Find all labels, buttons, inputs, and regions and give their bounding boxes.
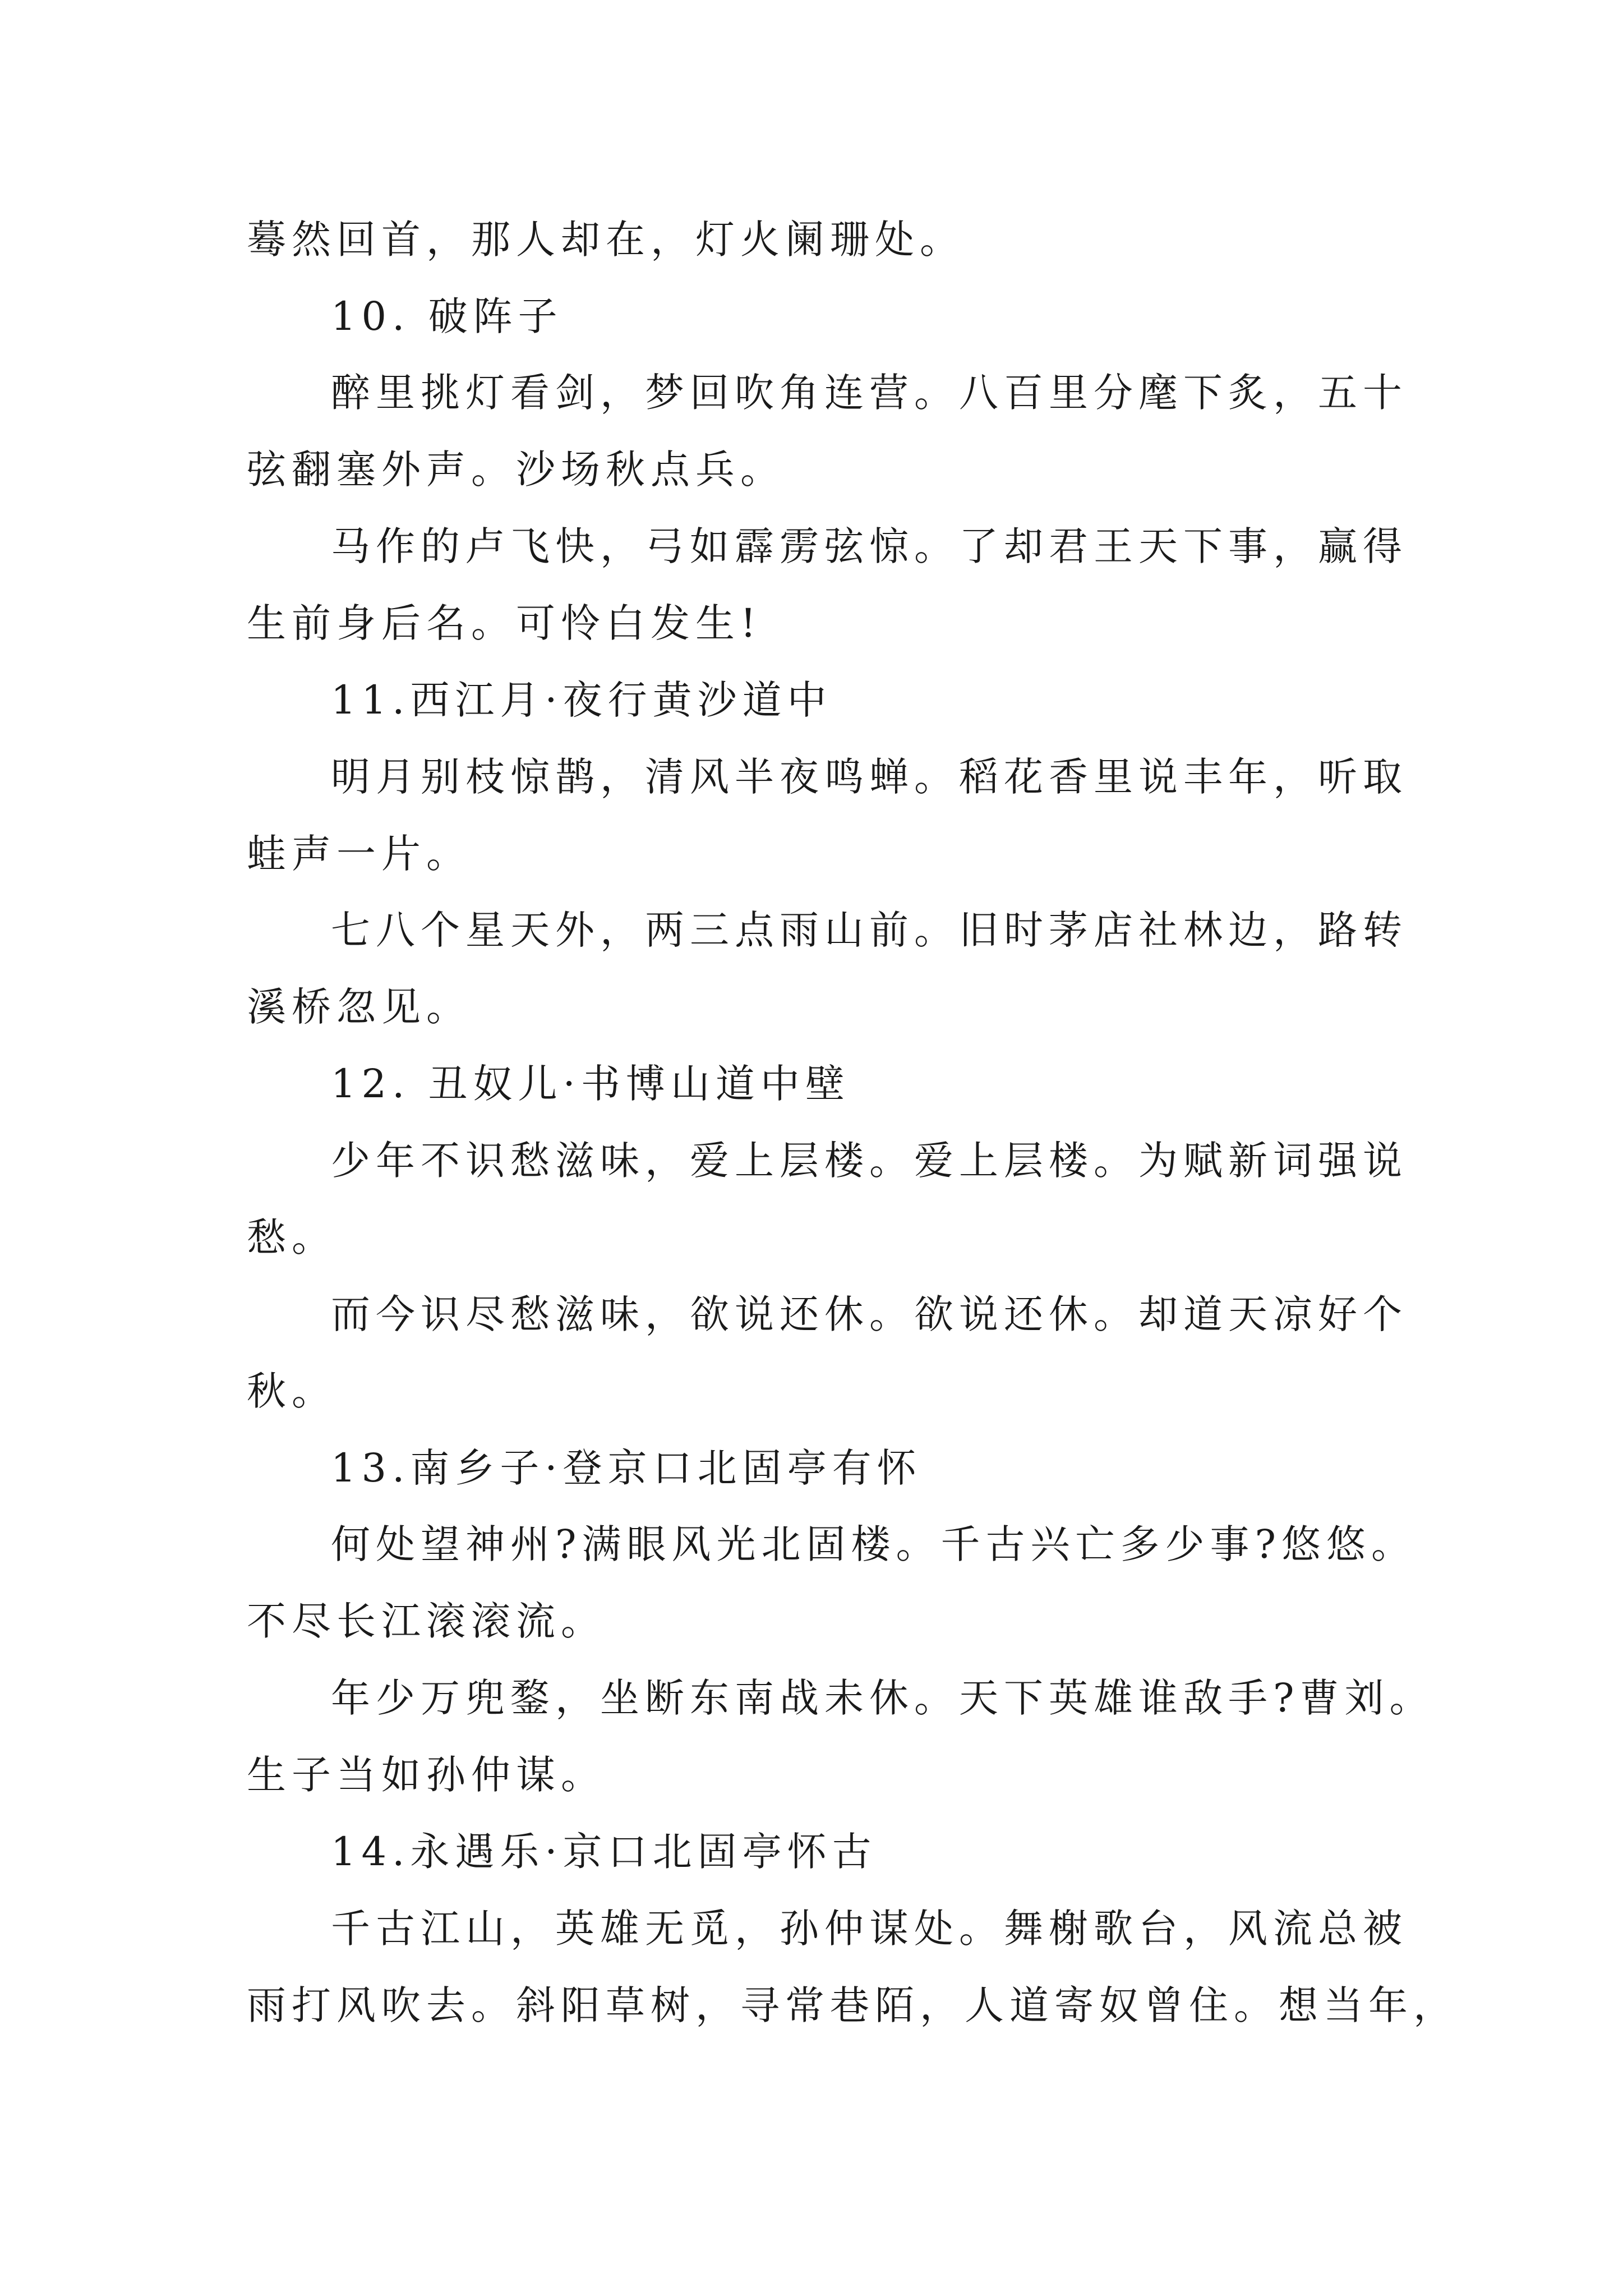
text-line: 蓦然回首，那人却在，灯火阑珊处。: [247, 217, 965, 263]
text-line: 而今识尽愁滋味，欲说还休。欲说还休。却道天凉好个: [331, 1291, 1408, 1337]
text-line: 千古江山，英雄无觅，孙仲谋处。舞榭歌台，风流总被: [331, 1906, 1408, 1952]
text-line: 七八个星天外，两三点雨山前。旧时茅店社林边，路转: [331, 907, 1408, 953]
text-line: 秋。: [247, 1368, 336, 1414]
text-line: 雨打风吹去。斜阳草树，寻常巷陌，人道寄奴曾住。想当年，: [247, 1982, 1458, 2028]
text-line: 生前身后名。可怜白发生!: [247, 600, 762, 646]
text-line: 弦翻塞外声。沙场秋点兵。: [247, 447, 785, 493]
poem-heading: 14.永遇乐·京口北固亭怀古: [331, 1829, 877, 1875]
text-line: 少年不识愁滋味，爱上层楼。爱上层楼。为赋新词强说: [331, 1138, 1408, 1184]
poem-heading: 11.西江月·夜行黄沙道中: [331, 677, 832, 723]
text-line: 生子当如孙仲谋。: [247, 1752, 606, 1798]
text-line: 明月别枝惊鹊，清风半夜鸣蝉。稻花香里说丰年，听取: [331, 754, 1408, 800]
text-line: 何处望神州?满眼风光北固楼。千古兴亡多少事?悠悠。: [331, 1521, 1417, 1567]
text-line: 愁。: [247, 1214, 336, 1260]
text-line: 年少万兜鍪，坐断东南战未休。天下英雄谁敌手?曹刘。: [331, 1675, 1435, 1721]
poem-heading: 13.南乡子·登京口北固亭有怀: [331, 1445, 922, 1491]
poem-heading: 10. 破阵子: [331, 293, 563, 339]
text-line: 不尽长江滚滚流。: [247, 1598, 606, 1644]
text-line: 马作的卢飞快，弓如霹雳弦惊。了却君王天下事，赢得: [331, 523, 1408, 569]
poem-heading: 12. 丑奴儿·书博山道中壁: [331, 1061, 850, 1107]
text-line: 醉里挑灯看剑，梦回吹角连营。八百里分麾下炙，五十: [331, 370, 1408, 416]
text-line: 蛙声一片。: [247, 831, 471, 877]
text-line: 溪桥忽见。: [247, 984, 471, 1030]
